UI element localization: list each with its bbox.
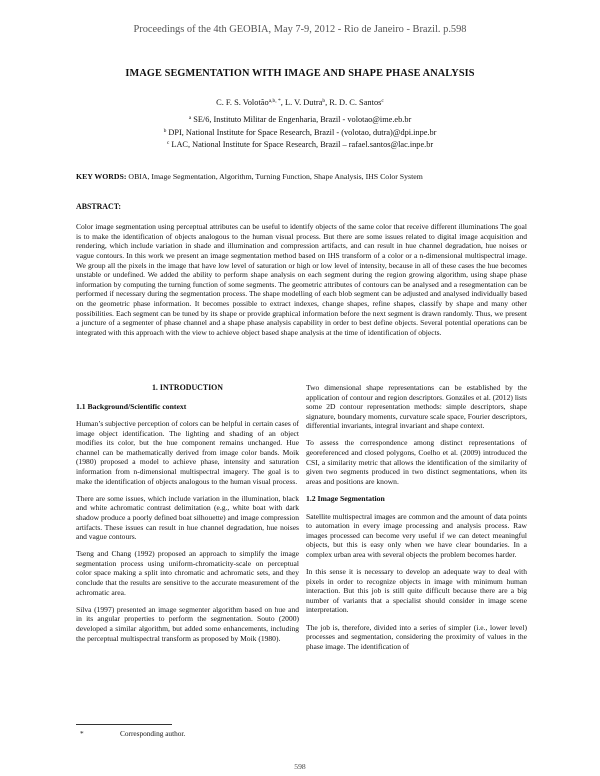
author-superscript: b xyxy=(322,98,326,104)
author-superscript: c xyxy=(381,98,384,104)
affiliation-line xyxy=(0,126,600,139)
affiliation-line xyxy=(0,113,600,126)
paragraph: In this sense it is necessary to develop an adequate way to deal with pixels in order to recognize objects in image with minimum human interaction. But this job is still quite difficult because there are a big number of variants that a specialist should consider in image scene interpretation. xyxy=(306,567,527,615)
footnote xyxy=(80,729,185,738)
keywords xyxy=(76,172,546,181)
affiliation-superscript: a xyxy=(188,115,192,121)
paragraph: Silva (1997) presented an image segmenter algorithm based on hue and in its angular properties to perform the segmentation. Souto (2000) developed a similar algorithm, but added some enhancements, including the perceptual multispectral transform as proposed by Moik (1980). xyxy=(76,604,299,643)
author-name: , R. D. C. Santos xyxy=(325,98,382,107)
author-list xyxy=(0,98,600,107)
abstract-heading: ABSTRACT: xyxy=(76,202,122,211)
affiliation-list xyxy=(0,113,600,151)
affiliation-text: LAC, National Institute for Space Research, Brazil – rafael.santos@lac.inpe.br xyxy=(169,140,434,150)
running-head: Proceedings of the 4th GEOBIA, May 7-9, 2012 - Rio de Janeiro - Brazil. p.598 xyxy=(133,24,467,35)
paragraph: Two dimensional shape representations can be established by the application of contour and region descriptors. Gonzáles et al. (2012) lists some 2D contour representation methods: simple descriptors, shape signature, boundary moments, curvature scale space, Fourier descriptors, differential invariants, integral invariant and shape context. xyxy=(306,383,527,431)
author-name: C. F. S. Volotão xyxy=(216,98,269,107)
footnote-divider xyxy=(76,724,172,725)
affiliation-line xyxy=(0,138,600,151)
paragraph: There are some issues, which include variation in the illumination, black and white achromatic contrast delimitation (e.g., white boat with dark shadow produce a poorly defined boat silhouette) and image compression artifacts. These issues can result in hue channel degradation, hue noises and vague contours. xyxy=(76,493,299,542)
right-column xyxy=(306,383,527,659)
paragraph: Human’s subjective perception of colors can be helpful in certain cases of image object identification. The lighting and shading of an object modifies its color, but the hue component remains unchanged. Hue channel can be mathematically derived from image color bands. Moik (1980) proposed a model to achieve phase, intensity and saturation information from n-dimensional multispectral imagery. The goal is to make the identification of objects analogous to the human visual process. xyxy=(76,419,299,486)
subsection-heading: 1.2 Image Segmentation xyxy=(306,493,385,503)
affiliation-superscript: c xyxy=(166,140,170,147)
author-superscript: a,b, * xyxy=(268,98,281,104)
paragraph: Satellite multispectral images are common and the amount of data points to automation in every image processing and analysis process. Raw images processed can become very useful if we can detect meaningful objects, but this is easy only when we have clear boundaries. In a complex urban area with several objects the problem becomes harder. xyxy=(306,511,527,559)
paragraph: The job is, therefore, divided into a series of simpler (i.e., lower level) processes and segmentation, considering the proximity of values in the phase image. The identification of xyxy=(306,622,527,651)
paragraph: Tseng and Chang (1992) proposed an approach to simplify the image segmentation process using uniform-chromaticity-scale on perceptual color space making a split into chromatic and achromatic sets, and they conclude that the results are sensitive to the accurate measurement of the achromatic area. xyxy=(76,549,299,597)
subsection-heading: 1.1 Background/Scientific context xyxy=(76,401,187,411)
abstract-text: Color image segmentation using perceptual attributes can be useful to identify objects of the same color that receive different illuminations The goal is to make the identification of objects analogous to the human visual process. But there are some issues related to digital image acquisition and rendering, which include variation in shade and illumination and compression artifacts, and can result in hue channel degradation, hue noises or vague contours. In this work we present an image segmentation method based on IHS transform of a color or a n-dimensional multispectral image. We group all the pixels in the image that have low level of saturation or high or low level of intensity, because in all of these cases the hue becomes unstable or undefined. We added the ability to perform shape analysis on each segment during the region growing algorithm, using shape phase information by computing the turning function of some segments. The geometric attributes of contours can be analysed and a resegmentation can be performed if necessary during the segmentation process. The shape modelling of each blob segment can be adjusted and analysed individually based on the geometric phase information. It becomes possible to extract indexes, change shapes, refine shapes, classify by shape and many other possibilities. Each segment can be tuned by its shape or provide graphical information before the next segment is drawn randomly. Thus, we present a juncture of a segmenter of phase channel and a shape phase analysis capability in order to best define objects. Several potential operations can be integrated with this approach with the view to achieve object based shape analysis at the time of identification of objects. xyxy=(76,222,527,337)
footnote-mark: * xyxy=(80,729,84,738)
keywords-label: KEY WORDS: xyxy=(76,172,127,181)
paragraph: To assess the correspondence among distinct representations of georeferenced and closed polygons, Coelho et al. (2009) introduced the CSI, a similarity metric that allows the identification of the similarity of given two segments produced in two distinct segmentations, when its areas and positions are known. xyxy=(306,438,527,486)
affiliation-text: DPI, National Institute for Space Research, Brazil - (volotao, dutra)@dpi.inpe.br xyxy=(166,127,437,137)
left-column xyxy=(76,382,299,651)
paper-title: IMAGE SEGMENTATION WITH IMAGE AND SHAPE PHASE ANALYSIS xyxy=(125,68,475,79)
footnote-text: Corresponding author. xyxy=(120,729,186,738)
affiliation-text: SE/6, Instituto Militar de Engenharia, Brazil - volotao@ime.eb.br xyxy=(191,115,412,124)
author-name: , L. V. Dutra xyxy=(280,98,323,107)
page-number: 598 xyxy=(294,762,306,771)
section-heading: 1. INTRODUCTION xyxy=(151,383,224,392)
keywords-text: OBIA, Image Segmentation, Algorithm, Turning Function, Shape Analysis, IHS Color System xyxy=(126,172,423,181)
affiliation-superscript: b xyxy=(163,127,167,134)
